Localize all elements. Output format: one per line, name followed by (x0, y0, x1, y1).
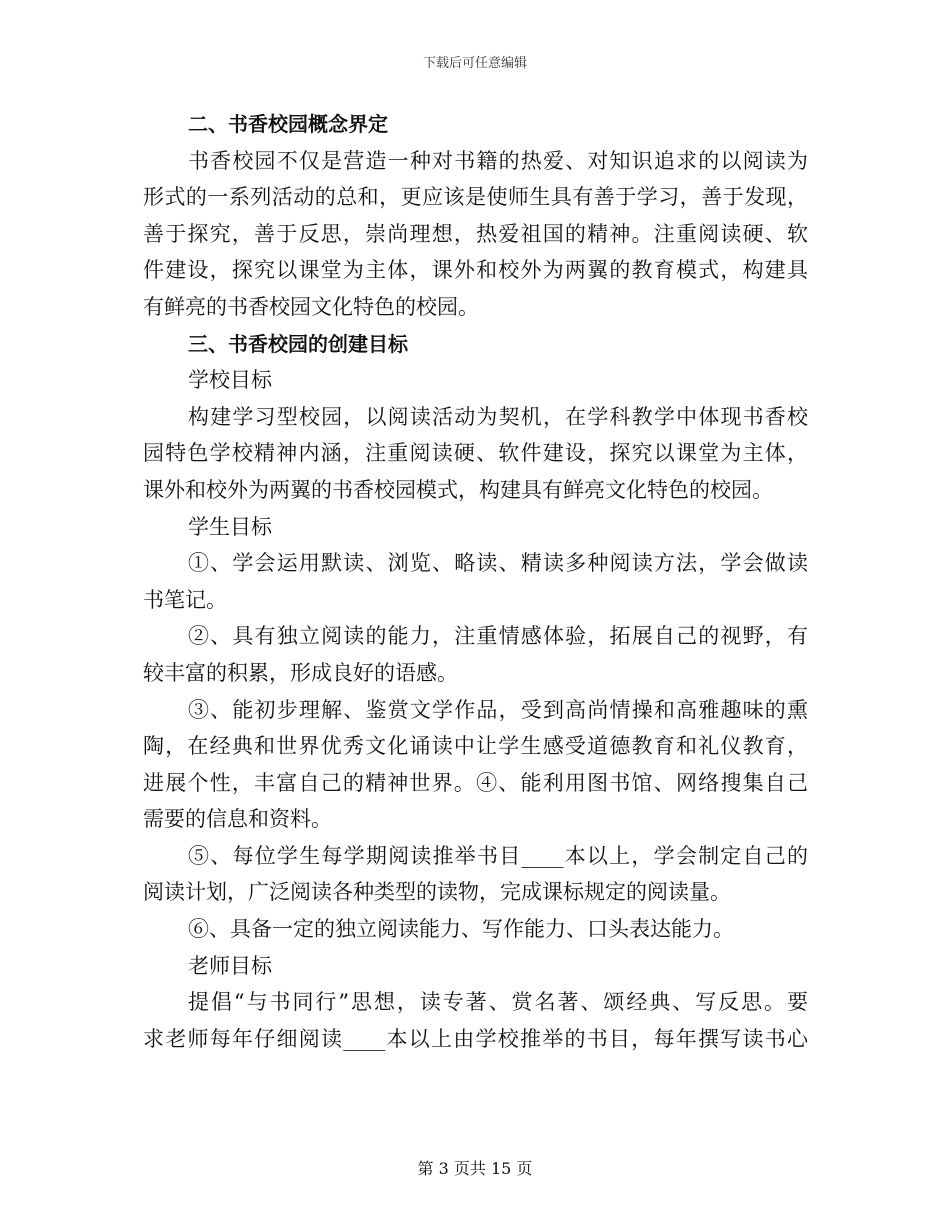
text-line: 学校目标 (188, 368, 272, 393)
text-line: ②、具有独立阅读的能力，注重情感体验，拓展自己的视野，有 (188, 624, 808, 649)
text-line: 书笔记。 (143, 587, 227, 612)
text-line: 较丰富的积累，形成良好的语感。 (143, 660, 458, 685)
text-line: ③、能初步理解、鉴赏文学作品，受到高尚情操和高雅趣味的熏 (188, 697, 808, 722)
text-line: ①、学会运用默读、浏览、略读、精读多种阅读方法，学会做读 (188, 551, 808, 576)
text-line: 园特色学校精神内涵，注重阅读硬、软件建设，探究以课堂为主体， (143, 441, 808, 466)
document-body (143, 106, 808, 1057)
text-line: 课外和校外为两翼的书香校园模式，构建具有鲜亮文化特色的校园。 (143, 477, 773, 502)
text-line: 阅读计划，广泛阅读各种类型的读物，完成课标规定的阅读量。 (143, 880, 731, 905)
section-heading: 二、书香校园概念界定 (188, 112, 388, 136)
text-line: 有鲜亮的书香校园文化特色的校园。 (143, 294, 479, 319)
page-footer: 第 3 页共 15 页 (417, 1159, 533, 1178)
text-line: 书香校园不仅是营造一种对书籍的热爱、对知识追求的以阅读为 (188, 148, 808, 173)
text-line: 陶，在经典和世界优秀文化诵读中让学生感受道德教育和礼仪教育， (143, 734, 808, 759)
text-line: 善于探究，善于反思，崇尚理想，热爱祖国的精神。注重阅读硬、软 (143, 221, 808, 246)
text-line: ⑤、每位学生每学期阅读推举书目____本以上，学会制定自己的 (188, 843, 808, 868)
text-line: 构建学习型校园，以阅读活动为契机，在学科教学中体现书香校 (188, 404, 808, 429)
text-line: 形式的一系列活动的总和，更应该是使师生具有善于学习，善于发现， (143, 185, 808, 210)
text-line: 件建设，探究以课堂为主体，课外和校外为两翼的教育模式，构建具 (143, 258, 808, 283)
text-line: ⑥、具备一定的独立阅读能力、写作能力、口头表达能力。 (188, 917, 734, 942)
text-line: 老师目标 (188, 953, 272, 978)
text-line: 学生目标 (188, 514, 272, 539)
text-line: 求老师每年仔细阅读____本以上由学校推举的书目，每年撰写读书心 (143, 1026, 808, 1051)
text-line: 需要的信息和资料。 (143, 807, 332, 832)
text-line: 进展个性，丰富自己的精神世界。④、能利用图书馆、网络搜集自己 (143, 770, 808, 795)
section-heading: 三、书香校园的创建目标 (188, 331, 408, 356)
text-line: 提倡“与书同行”思想，读专著、赏名著、颂经典、写反思。要 (188, 990, 808, 1015)
page-header: 下载后可任意编辑 (422, 56, 527, 71)
